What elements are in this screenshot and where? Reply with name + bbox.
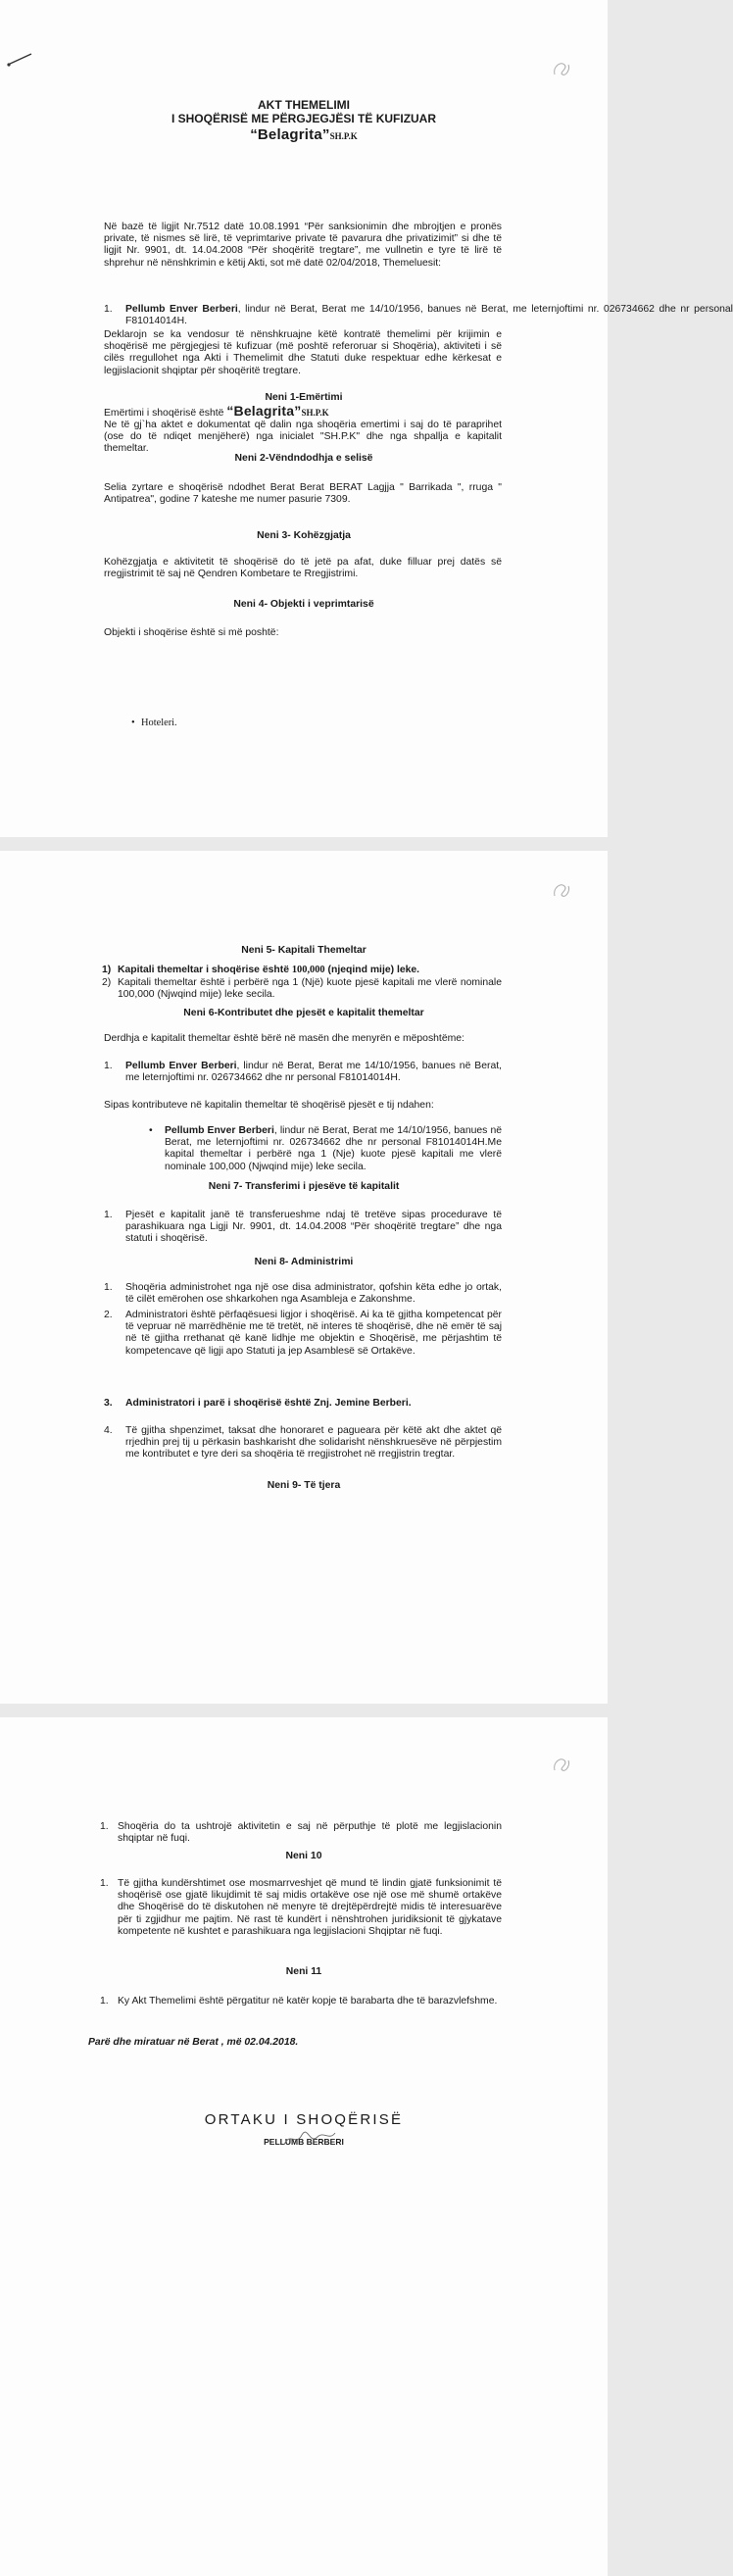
company-name — [0, 126, 608, 144]
neni4-paragraph: Objekti i shoqërise është si më poshtë: — [104, 627, 279, 638]
neni8-heading: Neni 8- Administrimi — [254, 1257, 354, 1267]
capital-label: Kapitali themeltar i shoqërise është — [118, 965, 292, 975]
neni6-bullet-item — [149, 1125, 503, 1173]
neni5-item-2-text: Kapitali themeltar është i perbërë nga 1 (Një) kuote pjesë kapitali me vlerë nominale 100,000 (Njwqind mije) leke secila. — [118, 977, 502, 1001]
neni1-brand: “Belagrita” — [226, 403, 302, 419]
signature-scribble-icon — [551, 880, 572, 900]
neni7-heading: Neni 7- Transferimi i pjesëve të kapitalit — [208, 1181, 400, 1192]
neni9-item-text: Shoqëria do ta ushtrojë aktivitetin e saj në përputhje të plotë me legjislacionin shqiptar në fuqi. — [118, 1821, 502, 1845]
list-number: 1. — [100, 1996, 109, 2006]
partner-name: PELLUMB BERBERI — [264, 2137, 344, 2147]
neni8-item-1 — [104, 1282, 502, 1306]
neni4-list-item — [131, 718, 502, 729]
declaration-paragraph: Deklarojn se ka vendosur të nënshkruajne këtë kontratë themelimi për krijimin e shoqërisë me përgjegjesi të kufizuar (më poshtë referoruar si Shoqëria), aktiviteti i së cilës rregullohet nga Akti i Themelimit dhe Statuti duke respektuar edhe kërkesat e legjislacionit shqiptar për shoqëritë tregtare. — [104, 329, 502, 376]
signature-scribble-icon — [551, 1755, 572, 1774]
neni11-item-1 — [100, 1996, 502, 2007]
neni11-heading: Neni 11 — [285, 1966, 322, 1977]
neni6-paragraph: Derdhja e kapitalit themeltar është bërë në masën dhe menyrën e mëposhtëme: — [104, 1033, 464, 1044]
founder-name: Pellumb Enver Berberi — [125, 1061, 237, 1071]
neni6-heading: Neni 6-Kontributet dhe pjesët e kapitalit themeltar — [183, 1008, 424, 1018]
neni2-paragraph: Selia zyrtare e shoqërisë ndodhet Berat Berat BERAT Lagjja " Barrikada ", rruga " Antipatrea", godine 7 kateshe me numer pasurie 7309. — [104, 482, 502, 506]
list-number: 1. — [104, 1210, 113, 1220]
neni5-heading: Neni 5- Kapitali Themeltar — [241, 945, 366, 956]
founder-details: , lindur në Berat, Berat me 14/10/1956, banues në Berat, me leternjoftimi nr. 026734662 dhe nr personal F81014014H. — [125, 304, 733, 327]
neni1-heading: Neni 1-Emërtimi — [265, 392, 343, 403]
pen-mark — [6, 51, 35, 67]
list-number: 1. — [104, 1061, 113, 1071]
capital-value: 100,000 — [291, 965, 325, 975]
neni6-item-1 — [104, 1061, 503, 1084]
neni9-item-1 — [100, 1821, 502, 1845]
bullet: • — [131, 718, 135, 728]
neni10-item-1 — [100, 1878, 502, 1938]
neni8-item-2-text: Administratori është përfaqësuesi ligjor i shoqërisë. Ai ka të gjitha kompetencat për të vepruar në marrëdhënie me të tretët, në interes të shoqërisë, dhe në emër të saj në të gjitha rrethanat që kanë lidhje me objektin e Shoqërisë, me përjashtim të kompetencave që ligji apo Statuti ja jep Asamblesë së Ortakëve. — [125, 1310, 502, 1357]
founder-details: , lindur në Berat, Berat me 14/10/1956, banues në Berat, me leternjoftimi nr. 026734662 dhe nr personal F81014014H. — [125, 1061, 503, 1084]
founder-name: Pellumb Enver Berberi — [165, 1125, 274, 1136]
neni7-item-1 — [104, 1210, 502, 1246]
neni8-item-3 — [104, 1398, 502, 1410]
approval-line: Parë dhe miratuar në Berat , më 02.04.2018. — [88, 2037, 299, 2048]
neni4-item-text: Hoteleri. — [141, 718, 177, 728]
founder-share-details: , lindur në Berat, Berat me 14/10/1956, banues në Berat, me leternjoftimi nr. 026734662 dhe nr personal F81014014H.Me kapital themeltar i perbërë nga 1 (Nje) kuote pjesë kapitali me vlerë nominale 100,000 (Njwqind mije) leke secila. — [165, 1125, 503, 1172]
signature-icon — [280, 2127, 339, 2149]
document-title: AKT THEMELIMI — [258, 98, 350, 112]
list-number: 2. — [104, 1310, 113, 1320]
brand-name: “Belagrita” — [250, 126, 330, 143]
list-number: 1. — [104, 1282, 113, 1293]
neni2-heading: Neni 2-Vëndndodhja e selisë — [234, 453, 373, 464]
neni1-paragraph: Ne të gj`ha aktet e dokumentat që dalin nga shoqëria emertimi i saj do të paraprihet (ose do të ndiqet menjëherë) nga inicialet "SH.P.K" dhe nga shpallja e kapitalit themeltar. — [104, 420, 502, 455]
neni4-heading: Neni 4- Objekti i veprimtarisë — [233, 599, 374, 610]
neni6-paragraph-2: Sipas kontributeve në kapitalin themeltar të shoqërisë pjesët e tij ndahen: — [104, 1100, 434, 1111]
neni1-prefix: Emërtimi i shoqërisë është — [104, 408, 227, 419]
neni10-heading: Neni 10 — [285, 1851, 322, 1861]
list-number: 4. — [104, 1425, 113, 1436]
neni11-item-text: Ky Akt Themelimi është përgatitur në katër kopje të barabarta dhe të barazvlefshme. — [118, 1996, 498, 2006]
document-page-2 — [0, 851, 608, 1704]
document-page-1 — [0, 0, 733, 837]
neni3-heading: Neni 3- Kohëzgjatja — [257, 530, 351, 541]
intro-paragraph: Në bazë të ligjit Nr.7512 datë 10.08.1991 “Për sanksionimin dhe mbrojtjen e pronës private, të nismes së lirë, të veprimtarive private të pavarura dhe privatizimit” si dhe të ligjit Nr. 9901, dt. 14.04.2008 “Për shoqëritë tregtare”, me vullnetin e tyre të lirë të shprehur në nënshkrimin e këtij Akti, sot më datë 02/04/2018, Themeluesit: — [104, 222, 502, 269]
bullet: • — [149, 1125, 153, 1136]
brand-suffix: SH.P.K — [329, 131, 358, 141]
signature-scribble-icon — [551, 59, 572, 78]
capital-words: (njeqind mije) leke. — [324, 965, 420, 975]
neni8-item-1-text: Shoqëria administrohet nga një ose disa administrator, qofshin këta edhe jo ortak, të cilët emërohen ose shkarkohen nga Asambleja e Zakonshme. — [125, 1282, 502, 1306]
list-number: 1. — [100, 1821, 109, 1832]
list-number: 1. — [100, 1878, 109, 1889]
neni1-suffix: SH.P.K — [301, 408, 329, 418]
neni1-name-line — [104, 405, 502, 420]
document-subtitle: I SHOQËRISË ME PËRGJEGJËSI TË KUFIZUAR — [171, 112, 437, 125]
list-number: 2) — [102, 977, 112, 988]
document-page-3 — [0, 1717, 608, 2576]
neni9-heading: Neni 9- Të tjera — [267, 1480, 341, 1491]
list-number: 1) — [102, 965, 112, 975]
neni8-item-4 — [104, 1425, 502, 1461]
list-number: 1. — [104, 304, 113, 315]
neni8-item-2 — [104, 1310, 502, 1358]
neni10-item-text: Të gjitha kundërshtimet ose mosmarrveshjet që mund të lindin gjatë funksionimit të shoqërisë ose gjatë likujdimit të saj midis ortakëve ose një ose më shumë ortakëve dhe Shoqërisë do të diskutohen në menyre të drejtëpërdrejtë midis të interesuarëve për ti zgjidhur me pajtim. Në rast të kundërt i nënshtrohen juridiksionit të gjykatave kompetente në kushtet e parashikuara nga legjislacioni Shqiptar në fuqi. — [118, 1878, 502, 1937]
neni8-item-3-text: Administratori i parë i shoqërisë është Znj. Jemine Berberi. — [125, 1398, 412, 1409]
neni5-item-2 — [102, 977, 502, 1001]
partner-heading: ORTAKU I SHOQËRISË — [204, 2111, 404, 2128]
neni8-item-4-text: Të gjitha shpenzimet, taksat dhe honoraret e pagueara për këtë akt dhe aktet që rrjedhin prej tij u përkasin bashkarisht dhe solidarisht nënshkruesëve në përpjestim me kontributet e tyre deri sa shoqëria të rregjistrohet në rregjistrin tregtar. — [125, 1425, 502, 1461]
founder-item — [104, 304, 733, 327]
list-number: 3. — [104, 1398, 113, 1409]
neni5-item-1 — [102, 965, 502, 976]
neni7-item-text: Pjesët e kapitalit janë të transferueshme ndaj të tretëve sipas procedurave të parashikuara nga Ligji Nr. 9901, dt. 14.04.2008 “Për shoqëritë tregtare” dhe nga statuti i shoqërisë. — [125, 1210, 502, 1245]
neni3-paragraph: Kohëzgjatja e aktivitetit të shoqërisë do të jetë pa afat, duke filluar prej datës së rregjistrimit të saj në Qendren Kombetare te Rregjistrimi. — [104, 557, 502, 580]
founder-name: Pellumb Enver Berberi — [125, 304, 238, 315]
